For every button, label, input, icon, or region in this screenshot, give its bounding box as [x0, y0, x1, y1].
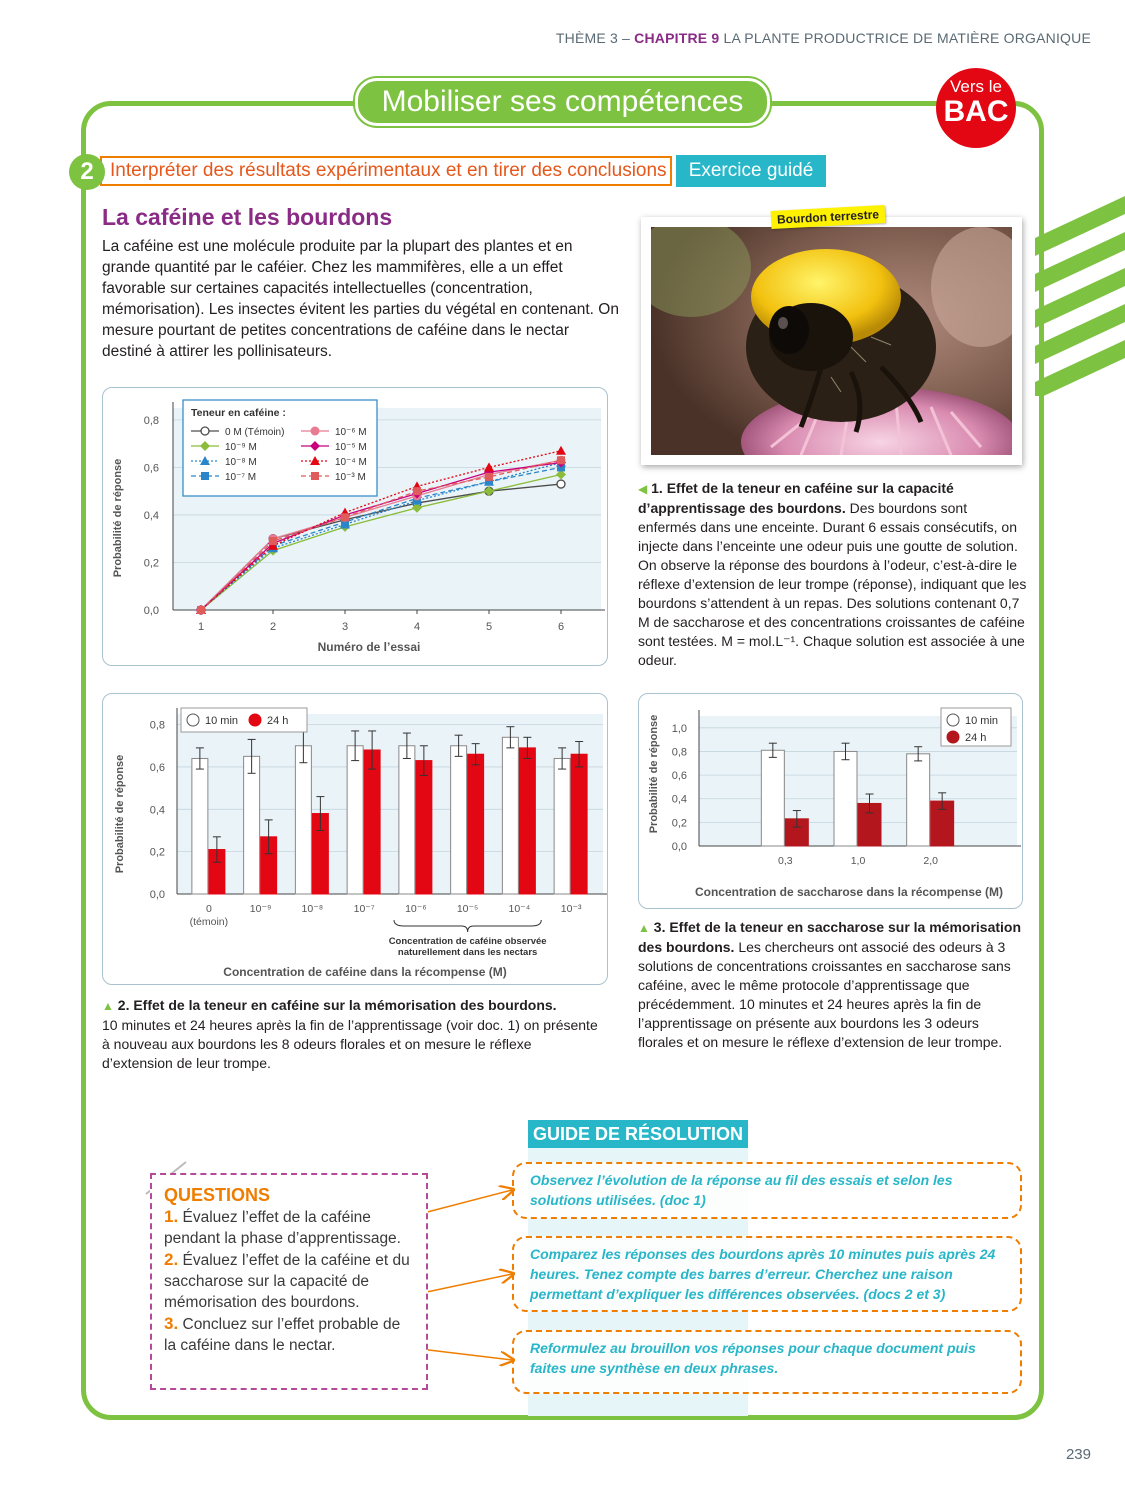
bar [468, 754, 484, 894]
y-tick-label: 0,4 [149, 804, 165, 817]
doc2-caption-text: 10 minutes et 24 heures après la fin de l’apprentissage (voir doc. 1) on présente à nouveau aux bourdons les 8 odeurs florales et on mesure le réflexe d’extension de leur trompe. [102, 1017, 598, 1071]
x-tick-label: 0,3 [778, 855, 793, 867]
x-tick-label: 10⁻³ [560, 903, 582, 915]
bar [502, 737, 518, 894]
y-tick-label: 0,2 [671, 817, 687, 830]
question-number: 3. [164, 1314, 179, 1333]
doc3-chart-box [638, 693, 1023, 909]
legend [941, 708, 1011, 746]
y-tick-label: 0,0 [149, 889, 165, 901]
caption-marker-icon: ◀ [638, 482, 648, 496]
x-tick-label: 10⁻⁹ [249, 903, 272, 915]
legend-marker [201, 427, 209, 435]
bar [399, 746, 415, 894]
legend-marker [947, 731, 959, 743]
bac-badge-line2: BAC [943, 95, 1009, 128]
question-number: 2. [164, 1250, 179, 1269]
x-axis-label: Numéro de l’essai [317, 640, 421, 654]
legend-marker [947, 714, 959, 726]
doc2-caption-title: 2. Effet de la teneur en caféine sur la mémorisation des bourdons. [117, 997, 557, 1013]
y-tick-label: 0,8 [149, 719, 165, 732]
doc3-caption-title: 3. Effet de la teneur en saccharose sur la mémorisation des bourdons. [638, 919, 1022, 955]
bar [364, 750, 380, 894]
y-tick-label: 0,8 [143, 414, 159, 427]
question-number: 1. [164, 1207, 179, 1226]
arrow-hint-2 [422, 1274, 512, 1293]
legend-label: 10⁻⁴ M [335, 457, 367, 468]
bar [907, 754, 930, 846]
guide-hint-3: Reformulez au brouillon vos réponses pour chaque document puis faites une synthèse en deux phrases. [512, 1330, 1022, 1394]
doc1-line-chart [103, 388, 609, 667]
running-header [556, 30, 1091, 46]
y-axis-label: Probabilité de réponse [648, 714, 660, 834]
bar [416, 761, 432, 894]
x-tick-label: 4 [413, 621, 421, 633]
x-tick-label: 2 [269, 621, 277, 633]
data-point [269, 537, 277, 545]
x-tick-label: 6 [557, 621, 565, 633]
photo-label: Bourdon terrestre [771, 205, 886, 229]
y-tick-label: 0,0 [671, 841, 687, 853]
data-point [485, 473, 493, 481]
x-tick-label: 10⁻⁷ [353, 903, 375, 915]
bar [571, 754, 587, 894]
legend-label: 10⁻⁹ M [225, 442, 257, 453]
annotation-line1: Concentration de caféine observée [388, 936, 547, 947]
caption-marker-icon: ▲ [638, 921, 650, 935]
x-tick-label: (témoin) [189, 916, 229, 928]
header-chapter: CHAPITRE 9 [634, 30, 720, 46]
doc3-caption-text: Les chercheurs ont associé des odeurs à 3 solutions de concentrations croissantes en saccharose sans caféine, avec le même protocole d’apprentissage que précédemment. 10 minutes et 24 heures après la fin de l’apprentissage on présente aux bourdons les 3 odeurs florales et on mesure le réflexe d’extension de leur trompe. [638, 939, 1011, 1050]
doc2-chart-box [102, 693, 608, 985]
article-title: La caféine et les bourdons [102, 204, 393, 230]
data-point [197, 606, 205, 614]
question-3 [164, 1313, 414, 1356]
y-tick-label: 0,2 [143, 557, 159, 570]
bar [519, 748, 535, 894]
decorative-stripes [1035, 196, 1125, 396]
doc1-caption-title: 1. Effet de la teneur en caféine sur la capacité d’apprentissage des bourdons. [638, 480, 954, 516]
bar [451, 746, 467, 894]
doc3-caption [638, 918, 1023, 1052]
legend-title: Teneur en caféine : [191, 407, 286, 419]
brace [394, 920, 541, 932]
legend [183, 400, 377, 496]
guide-title: GUIDE DE RÉSOLUTION [528, 1120, 748, 1148]
bar [554, 758, 570, 894]
legend [181, 708, 307, 732]
y-tick-label: 0,6 [149, 761, 165, 774]
x-tick-label: 3 [341, 621, 349, 633]
question-text: Concluez sur l’effet probable de la caféine dans le nectar. [164, 1316, 401, 1354]
bac-badge-line1: Vers le [950, 77, 1002, 96]
plot-area [177, 714, 603, 894]
legend-marker [311, 427, 319, 435]
article-intro: La caféine est une molécule produite par la plupart des plantes et en grande quantité par le caféier. Chez les mammifères, elle a un effet favorable sur certaines capacités intellectuelles (concentration, mémorisation). Les insectes évitent les parties du végétal en contenant. On mesure pourtant de petites concentrations de caféine dans le nectar destiné à attirer les pollinisateurs. [102, 238, 619, 360]
x-tick-label: 5 [485, 621, 493, 633]
y-tick-label: 0,4 [671, 793, 687, 806]
questions-box [150, 1173, 428, 1390]
doc2-caption [102, 996, 602, 1073]
question-text: Évaluez l’effet de la caféine pendant la phase d’apprentissage. [164, 1209, 401, 1247]
header-subtitle: LA PLANTE PRODUCTRICE DE MATIÈRE ORGANIQUE [719, 30, 1091, 46]
guide-hint-1: Observez l’évolution de la réponse au fil des essais et selon les solutions utilisées. (doc 1) [512, 1162, 1022, 1219]
legend-label: 10⁻⁷ M [225, 472, 257, 483]
bumblebee-photo [651, 227, 1012, 455]
bar [244, 756, 260, 894]
doc1-caption [638, 479, 1028, 670]
x-axis-label: Concentration de saccharose dans la récompense (M) [694, 885, 1004, 899]
legend-label: 24 h [267, 715, 289, 727]
x-tick-label: 10⁻⁵ [456, 903, 479, 915]
legend-marker [249, 714, 261, 726]
header-theme: THÈME 3 – [555, 30, 635, 46]
questions-title: QUESTIONS [164, 1185, 271, 1205]
x-tick-label: 0 [205, 903, 212, 915]
x-tick-label: 10⁻⁸ [301, 903, 324, 915]
bar [347, 746, 363, 894]
bar [295, 746, 311, 894]
legend-marker [201, 472, 209, 480]
legend-label: 10⁻⁵ M [335, 442, 367, 453]
question-text: Évaluez l’effet de la caféine et du saccharose sur la capacité de mémorisation des bourdons. [164, 1252, 410, 1311]
question-1 [164, 1206, 414, 1249]
exercise-type-tag: Exercice guidé [676, 155, 826, 187]
bar [761, 750, 784, 846]
legend-label: 10 min [205, 715, 239, 727]
y-tick-label: 0,2 [149, 846, 165, 859]
question-2 [164, 1249, 414, 1313]
section-title: Mobiliser ses compétences [355, 78, 770, 126]
legend-label: 10 min [965, 715, 999, 727]
legend-label: 10⁻³ M [335, 472, 366, 483]
y-axis-label: Probabilité de réponse [114, 754, 126, 874]
y-tick-label: 0,4 [143, 509, 159, 522]
annotation-line2: naturellement dans les nectars [397, 947, 538, 958]
data-point [557, 480, 565, 488]
data-point [341, 513, 349, 521]
x-tick-label: 1 [197, 621, 205, 633]
legend-marker [187, 714, 199, 726]
y-axis-label: Probabilité de réponse [112, 458, 124, 578]
x-tick-label: 10⁻⁴ [508, 903, 531, 915]
data-point [557, 456, 565, 464]
competence-title: Interpréter des résultats expérimentaux et en tirer des conclusions [100, 156, 672, 186]
legend-marker [311, 472, 319, 480]
bar [834, 751, 857, 846]
x-axis-label: Concentration de caféine dans la récompense (M) [223, 965, 507, 979]
x-tick-label: 10⁻⁶ [405, 903, 427, 915]
doc1-caption-text: Des bourdons sont enfermés dans une enceinte. Durant 6 essais consécutifs, on injecte dans l’enceinte une odeur puis une goutte de solution. On observe la réponse des bourdons à l’odeur, c’est-à-dire le réflexe d’extension de leur trompe (réponse), indiquant que les bourdons s’attendent à un repas. Des solutions contenant 0,7 M de saccharose et des concentrations croissantes de caféine sont testées. M = mol.L⁻¹. Chaque solution est associée à une odeur. [638, 500, 1027, 668]
doc1-chart-box [102, 387, 608, 666]
legend-label: 24 h [965, 732, 987, 744]
y-tick-label: 1,0 [671, 722, 687, 735]
x-tick-label: 2,0 [923, 855, 938, 867]
legend-label: 0 M (Témoin) [225, 427, 285, 438]
data-point [413, 487, 421, 495]
guide-hint-2: Comparez les réponses des bourdons après 10 minutes puis après 24 heures. Tenez compte des barres d’erreur. Cherchez une raison permettant d’expliquer les différences observées. (docs 2 et 3) [512, 1236, 1022, 1312]
doc3-bar-chart [639, 694, 1024, 910]
x-tick-label: 1,0 [850, 855, 866, 867]
y-tick-label: 0,0 [143, 605, 159, 617]
y-tick-label: 0,6 [143, 462, 159, 475]
bac-badge [936, 68, 1016, 148]
legend-label: 10⁻⁶ M [335, 427, 367, 438]
bar [192, 758, 208, 894]
doc2-bar-chart [103, 694, 609, 986]
page-number: 239 [1065, 1446, 1091, 1463]
competence-number: 2 [69, 154, 105, 190]
y-tick-label: 0,8 [671, 746, 687, 759]
legend-label: 10⁻⁸ M [225, 457, 257, 468]
y-tick-label: 0,6 [671, 770, 687, 783]
bumblebee-photo-frame [641, 217, 1022, 465]
caption-marker-icon: ▲ [102, 999, 114, 1013]
